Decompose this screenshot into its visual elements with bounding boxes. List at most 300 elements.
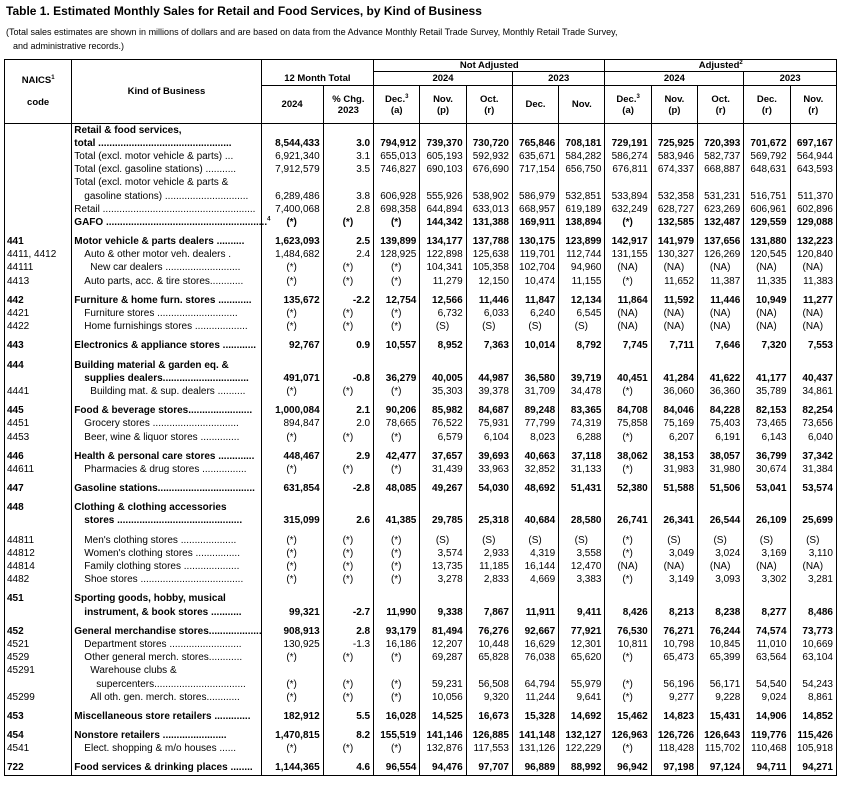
- kind-label: total ................................................: [74, 137, 232, 149]
- adj-dec-2024-cell: [605, 502, 651, 515]
- adj-oct-2024-cell: 6,191: [698, 431, 744, 444]
- na-dec-2023-cell: 765,846: [512, 137, 558, 150]
- na-dec-2023-cell: 4,669: [512, 574, 558, 587]
- na-nov-2024-cell: 555,926: [420, 190, 466, 203]
- na-oct-2024-cell: 12,150: [466, 275, 512, 288]
- adj-oct-2024-cell: 8,238: [698, 606, 744, 619]
- adj-oct-2024-cell: (NA): [698, 307, 744, 320]
- na-nov-2023-cell: [559, 177, 605, 190]
- pct-chg-2023-cell: (*): [323, 743, 373, 756]
- naics-code: 4482: [5, 574, 72, 587]
- adj-nov-2023-cell: (NA): [790, 560, 836, 573]
- adj-nov-2024-cell: [651, 593, 697, 606]
- total-2024-cell: [261, 359, 323, 372]
- table-row: [5, 321, 837, 334]
- na-dec-2024-cell: 42,477: [374, 450, 420, 463]
- adj-nov-2024-cell: 56,196: [651, 678, 697, 691]
- kind-label: supplies dealers...............................: [84, 372, 249, 384]
- adj-oct-2024-cell: 76,244: [698, 625, 744, 638]
- na-dec-2023-cell: 4,319: [512, 547, 558, 560]
- adj-dec-2023-cell: 3,169: [744, 547, 790, 560]
- na-nov-2024-cell: 6,579: [420, 431, 466, 444]
- adj-dec-2023-cell: [744, 359, 790, 372]
- adj-nov-2023-cell: [790, 177, 836, 190]
- table-row: [5, 502, 837, 515]
- naics-code: 4453: [5, 431, 72, 444]
- total-2024-cell: (*): [261, 691, 323, 704]
- adj-nov-2023-cell: 82,254: [790, 405, 836, 418]
- na-nov-2023-cell: 74,319: [559, 418, 605, 431]
- na-dec-2023-cell: 16,629: [512, 638, 558, 651]
- adj-dec-2024-cell: (NA): [605, 560, 651, 573]
- na-nov-2024-cell: 12,566: [420, 294, 466, 307]
- adj-dec-2023-cell: 73,465: [744, 418, 790, 431]
- pct-chg-2023-cell: [323, 665, 373, 678]
- total-2024-cell: (*): [261, 262, 323, 275]
- adj-dec-2024-cell: (NA): [605, 307, 651, 320]
- kind-of-business: [72, 150, 261, 163]
- adj-nov-2024-cell: 674,337: [651, 164, 697, 177]
- table-note-line-1: (Total sales estimates are shown in millions of dollars and are based on data from the Advance Monthly Retail Trade Survey, Monthly Retail Trade Survey,: [6, 27, 618, 37]
- adj-oct-2024-cell: [698, 124, 744, 138]
- total-2024-cell: (*): [261, 560, 323, 573]
- na-nov-2023-header: Nov.: [559, 86, 605, 124]
- naics-code: 447: [5, 483, 72, 496]
- pct-chg-2023-cell: 2.8: [323, 203, 373, 216]
- na-dec-2023-cell: 141,148: [512, 730, 558, 743]
- adj-dec-2024-cell: (*): [605, 678, 651, 691]
- kind-label: Department stores ..........................: [84, 638, 242, 650]
- adj-dec-2023-cell: (S): [744, 534, 790, 547]
- na-nov-2023-cell: 39,719: [559, 372, 605, 385]
- na-oct-header: Oct. (r): [466, 86, 512, 124]
- adj-dec-2024-cell: 75,858: [605, 418, 651, 431]
- total-2024-cell: (*): [261, 431, 323, 444]
- table-row: [5, 262, 837, 275]
- na-dec-2023-cell: 96,889: [512, 762, 558, 776]
- pct-chg-2023-cell: 5.5: [323, 710, 373, 723]
- na-dec-2024-cell: [374, 593, 420, 606]
- adj-dec-2023-cell: 701,672: [744, 137, 790, 150]
- na-nov-2024-cell: 8,952: [420, 340, 466, 353]
- table-row: [5, 340, 837, 353]
- na-nov-2023-cell: 34,478: [559, 385, 605, 398]
- na-nov-2024-cell: [420, 593, 466, 606]
- pct-chg-2023-cell: -1.3: [323, 638, 373, 651]
- na-nov-2023-cell: 6,545: [559, 307, 605, 320]
- na-nov-2023-cell: 123,899: [559, 236, 605, 249]
- adj-nov-2024-cell: 3,049: [651, 547, 697, 560]
- adj-dec-2024-cell: 126,963: [605, 730, 651, 743]
- na-dec-2023-cell: 16,144: [512, 560, 558, 573]
- na-nov-2023-cell: 51,431: [559, 483, 605, 496]
- na-nov-2024-cell: [420, 502, 466, 515]
- kind-of-business: [72, 249, 261, 262]
- adj-nov-2024-cell: 725,925: [651, 137, 697, 150]
- na-nov-2023-cell: 138,894: [559, 216, 605, 229]
- kind-of-business: [72, 405, 261, 418]
- adj-dec-2024-cell: 8,426: [605, 606, 651, 619]
- na-dec-2024-cell: 41,385: [374, 515, 420, 528]
- adj-oct-2024-cell: 75,403: [698, 418, 744, 431]
- pct-chg-2023-cell: 4.6: [323, 762, 373, 776]
- na-dec-2023-cell: 10,474: [512, 275, 558, 288]
- kind-of-business-header: Kind of Business: [72, 60, 261, 124]
- adj-nov-2024-cell: 9,277: [651, 691, 697, 704]
- adj-oct-2024-cell: [698, 665, 744, 678]
- pct-chg-2023-cell: (*): [323, 560, 373, 573]
- na-dec-2023-cell: [512, 593, 558, 606]
- adj-dec-2024-cell: 729,191: [605, 137, 651, 150]
- na-nov-2024-cell: 37,657: [420, 450, 466, 463]
- total-2024-cell: 130,925: [261, 638, 323, 651]
- adj-oct-2024-cell: 126,269: [698, 249, 744, 262]
- adj-dec-2023-cell: 30,674: [744, 463, 790, 476]
- na-dec-2024-cell: 36,279: [374, 372, 420, 385]
- kind-label: General merchandise stores...................: [74, 625, 262, 637]
- adj-dec-2023-cell: 41,177: [744, 372, 790, 385]
- adj-dec-2024-cell: [605, 177, 651, 190]
- table-row: [5, 385, 837, 398]
- na-oct-2024-cell: 131,388: [466, 216, 512, 229]
- na-dec-2024-cell: (*): [374, 275, 420, 288]
- adj-dec-2024-cell: 533,894: [605, 190, 651, 203]
- table-row: [5, 164, 837, 177]
- na-dec-2024-cell: 794,912: [374, 137, 420, 150]
- adj-nov-2024-cell: (NA): [651, 560, 697, 573]
- adj-oct-2024-cell: 15,431: [698, 710, 744, 723]
- na-nov-2024-cell: 134,177: [420, 236, 466, 249]
- adj-nov-2024-cell: 31,983: [651, 463, 697, 476]
- table-row: [5, 431, 837, 444]
- adj-nov-2023-cell: 54,243: [790, 678, 836, 691]
- na-nov-2024-cell: 81,494: [420, 625, 466, 638]
- total-2024-cell: (*): [261, 574, 323, 587]
- adj-oct-2024-cell: (S): [698, 534, 744, 547]
- na-dec-2023-cell: 31,709: [512, 385, 558, 398]
- total-2024-cell: [261, 124, 323, 138]
- na-nov-2024-cell: 6,732: [420, 307, 466, 320]
- adj-nov-2024-cell: 11,652: [651, 275, 697, 288]
- not-adjusted-2024-header: 2024: [374, 72, 513, 86]
- na-oct-2024-cell: 538,902: [466, 190, 512, 203]
- na-oct-2024-cell: [466, 359, 512, 372]
- na-dec-2024-cell: [374, 124, 420, 138]
- adj-nov-2024-cell: 7,711: [651, 340, 697, 353]
- na-nov-2023-cell: 656,750: [559, 164, 605, 177]
- adj-nov-2024-cell: (NA): [651, 262, 697, 275]
- naics-code: 4521: [5, 638, 72, 651]
- na-nov-2024-cell: [420, 359, 466, 372]
- na-nov-2023-cell: 619,189: [559, 203, 605, 216]
- kind-of-business: [72, 710, 261, 723]
- adj-nov-2023-cell: (NA): [790, 307, 836, 320]
- adj-oct-2024-cell: 132,487: [698, 216, 744, 229]
- na-dec-2024-cell: 96,554: [374, 762, 420, 776]
- total-2024-cell: 448,467: [261, 450, 323, 463]
- na-oct-2024-cell: 11,185: [466, 560, 512, 573]
- table-row: [5, 560, 837, 573]
- adj-nov-2024-cell: 628,727: [651, 203, 697, 216]
- na-oct-2024-cell: 10,448: [466, 638, 512, 651]
- adj-nov-2023-cell: 115,426: [790, 730, 836, 743]
- adj-dec-2023-cell: 11,335: [744, 275, 790, 288]
- table-row: [5, 606, 837, 619]
- total-2024-cell: 182,912: [261, 710, 323, 723]
- naics-code: 44111: [5, 262, 72, 275]
- adj-nov-2023-cell: 564,944: [790, 150, 836, 163]
- adj-dec-2023-cell: 36,799: [744, 450, 790, 463]
- total-2024-cell: (*): [261, 216, 323, 229]
- adj-dec-2023-cell: 6,143: [744, 431, 790, 444]
- na-dec-2023-cell: 119,701: [512, 249, 558, 262]
- table-row: [5, 515, 837, 528]
- naics-code: 453: [5, 710, 72, 723]
- adj-dec-2023-cell: 8,277: [744, 606, 790, 619]
- table-row: [5, 450, 837, 463]
- adj-oct-2024-cell: 720,393: [698, 137, 744, 150]
- kind-label: gasoline stations) ..............................: [84, 190, 249, 202]
- na-nov-2024-cell: 3,278: [420, 574, 466, 587]
- naics-code: 442: [5, 294, 72, 307]
- pct-chg-2023-cell: 2.6: [323, 515, 373, 528]
- kind-of-business: [72, 385, 261, 398]
- total-2024-cell: [261, 502, 323, 515]
- naics-code: 4413: [5, 275, 72, 288]
- kind-label: Miscellaneous store retailers .............: [74, 710, 251, 722]
- total-2024-cell: (*): [261, 547, 323, 560]
- table-row: [5, 730, 837, 743]
- pct-chg-2023-cell: [323, 593, 373, 606]
- adj-dec-2023-header: Dec. (r): [744, 86, 790, 124]
- pct-chg-2023-cell: 2.5: [323, 236, 373, 249]
- adj-nov-2023-cell: 697,167: [790, 137, 836, 150]
- na-dec-2023-cell: 130,175: [512, 236, 558, 249]
- naics-code: 443: [5, 340, 72, 353]
- kind-label: Food & beverage stores.......................: [74, 405, 253, 417]
- pct-chg-2023-cell: -2.8: [323, 483, 373, 496]
- total-2024-cell: (*): [261, 307, 323, 320]
- pct-change-header: % Chg. 2023: [323, 86, 373, 124]
- naics-code: 452: [5, 625, 72, 638]
- pct-chg-2023-cell: (*): [323, 691, 373, 704]
- adj-dec-2024-cell: (*): [605, 385, 651, 398]
- adjusted-2023-header: 2023: [744, 72, 837, 86]
- pct-chg-2023-cell: 0.9: [323, 340, 373, 353]
- na-dec-2023-cell: (S): [512, 534, 558, 547]
- na-dec-2023-cell: 131,126: [512, 743, 558, 756]
- kind-label: Other general merch. stores............: [84, 652, 243, 664]
- na-nov-2023-cell: 12,470: [559, 560, 605, 573]
- na-oct-2024-cell: 44,987: [466, 372, 512, 385]
- kind-label: Retail .......................................................: [74, 203, 256, 215]
- adj-oct-2024-cell: 41,622: [698, 372, 744, 385]
- adj-nov-2023-cell: 73,773: [790, 625, 836, 638]
- table-row: [5, 574, 837, 587]
- na-nov-2024-cell: 3,574: [420, 547, 466, 560]
- na-nov-2024-cell: 76,522: [420, 418, 466, 431]
- adj-nov-2023-cell: 6,040: [790, 431, 836, 444]
- na-dec-2024-cell: (*): [374, 743, 420, 756]
- table-row: [5, 294, 837, 307]
- naics-code: [5, 678, 72, 691]
- pct-chg-2023-cell: [323, 502, 373, 515]
- kind-of-business: [72, 730, 261, 743]
- kind-label: Home furnishings stores ...................: [84, 321, 248, 333]
- adj-nov-2024-cell: 51,588: [651, 483, 697, 496]
- adj-nov-2023-cell: 602,896: [790, 203, 836, 216]
- total-2024-cell: 6,921,340: [261, 150, 323, 163]
- naics-code: [5, 216, 72, 229]
- adj-oct-2024-cell: 9,228: [698, 691, 744, 704]
- na-nov-2024-cell: (S): [420, 321, 466, 334]
- naics-code: 4541: [5, 743, 72, 756]
- total-2024-cell: [261, 593, 323, 606]
- adj-dec-2024-cell: 142,917: [605, 236, 651, 249]
- adj-nov-2023-cell: 643,593: [790, 164, 836, 177]
- kind-of-business: [72, 502, 261, 515]
- adj-dec-2023-cell: 569,792: [744, 150, 790, 163]
- adj-dec-2024-cell: (*): [605, 547, 651, 560]
- kind-of-business: [72, 652, 261, 665]
- adj-nov-2023-cell: 63,104: [790, 652, 836, 665]
- kind-label: Gasoline stations...................................: [74, 483, 255, 495]
- na-nov-2024-cell: 644,894: [420, 203, 466, 216]
- na-dec-2023-cell: 6,240: [512, 307, 558, 320]
- naics-code: 4451: [5, 418, 72, 431]
- adjusted-header: Adjusted$^2$: [605, 60, 837, 72]
- na-nov-2023-cell: [559, 502, 605, 515]
- adj-nov-2024-cell: [651, 124, 697, 138]
- na-nov-2024-cell: 144,342: [420, 216, 466, 229]
- na-nov-2024-cell: 141,146: [420, 730, 466, 743]
- total-2024-cell: 491,071: [261, 372, 323, 385]
- kind-of-business: [72, 236, 261, 249]
- na-nov-2023-cell: [559, 359, 605, 372]
- na-dec-2023-cell: 102,704: [512, 262, 558, 275]
- adj-dec-2023-cell: 82,153: [744, 405, 790, 418]
- kind-of-business: [72, 483, 261, 496]
- pct-chg-2023-cell: -2.7: [323, 606, 373, 619]
- na-dec-2023-cell: 92,667: [512, 625, 558, 638]
- na-dec-2023-cell: 77,799: [512, 418, 558, 431]
- adj-dec-2024-cell: 76,530: [605, 625, 651, 638]
- table-title: Table 1. Estimated Monthly Sales for Retail and Food Services, by Kind of Business: [6, 4, 482, 18]
- adj-nov-2023-cell: 94,271: [790, 762, 836, 776]
- adj-nov-2024-cell: 84,046: [651, 405, 697, 418]
- na-dec-2023-cell: [512, 665, 558, 678]
- pct-chg-2023-cell: 2.8: [323, 625, 373, 638]
- kind-label: Total (excl. gasoline stations) ...........: [74, 164, 237, 176]
- naics-code: 45299: [5, 691, 72, 704]
- kind-of-business: [72, 431, 261, 444]
- na-dec-2023-cell: 76,038: [512, 652, 558, 665]
- naics-code: 454: [5, 730, 72, 743]
- kind-label: Building material & garden eq. &: [74, 359, 229, 371]
- pct-chg-2023-cell: -2.2: [323, 294, 373, 307]
- table-row: [5, 275, 837, 288]
- na-oct-2024-cell: 6,033: [466, 307, 512, 320]
- naics-code: 4441: [5, 385, 72, 398]
- kind-label: Furniture & home furn. stores ............: [74, 294, 252, 306]
- adj-dec-2023-cell: 11,010: [744, 638, 790, 651]
- na-nov-2023-cell: (S): [559, 321, 605, 334]
- table-row: [5, 652, 837, 665]
- na-oct-2024-cell: 25,318: [466, 515, 512, 528]
- na-oct-2024-cell: [466, 502, 512, 515]
- adj-nov-2024-cell: 8,213: [651, 606, 697, 619]
- adj-oct-2024-cell: 115,702: [698, 743, 744, 756]
- kind-label: Nonstore retailers .......................: [74, 730, 227, 742]
- na-dec-2024-cell: 698,358: [374, 203, 420, 216]
- na-dec-2024-cell: (*): [374, 678, 420, 691]
- na-dec-2023-cell: 10,014: [512, 340, 558, 353]
- na-oct-2024-cell: 39,378: [466, 385, 512, 398]
- pct-chg-2023-cell: (*): [323, 431, 373, 444]
- na-oct-2024-cell: [466, 177, 512, 190]
- naics-code: 4411, 4412: [5, 249, 72, 262]
- adj-nov-2023-cell: [790, 502, 836, 515]
- pct-chg-2023-cell: (*): [323, 385, 373, 398]
- adj-dec-2023-cell: [744, 593, 790, 606]
- kind-label: Pharmacies & drug stores ................: [84, 463, 247, 475]
- adj-dec-2023-cell: 63,564: [744, 652, 790, 665]
- adj-nov-2023-cell: 25,699: [790, 515, 836, 528]
- naics-code: [5, 164, 72, 177]
- adj-nov-2024-cell: [651, 177, 697, 190]
- pct-chg-2023-cell: 2.1: [323, 405, 373, 418]
- na-nov-2024-cell: 11,279: [420, 275, 466, 288]
- na-oct-2024-cell: 33,963: [466, 463, 512, 476]
- naics-code: 448: [5, 502, 72, 515]
- pct-chg-2023-cell: 3.5: [323, 164, 373, 177]
- adj-nov-2024-cell: (NA): [651, 321, 697, 334]
- table-row: [5, 463, 837, 476]
- adj-dec-2024-cell: 38,062: [605, 450, 651, 463]
- adj-nov-2024-cell: 75,169: [651, 418, 697, 431]
- adj-dec-2024-cell: 632,249: [605, 203, 651, 216]
- na-dec-2023-cell: 15,328: [512, 710, 558, 723]
- kind-of-business: [72, 665, 261, 678]
- total-2024-cell: 135,672: [261, 294, 323, 307]
- na-dec-2024-cell: (*): [374, 534, 420, 547]
- adj-dec-2024-cell: 10,811: [605, 638, 651, 651]
- adj-nov-2024-cell: 26,341: [651, 515, 697, 528]
- na-nov-2023-cell: 55,979: [559, 678, 605, 691]
- na-nov-2024-cell: 31,439: [420, 463, 466, 476]
- na-nov-2023-cell: 28,580: [559, 515, 605, 528]
- na-dec-2024-cell: [374, 359, 420, 372]
- adj-nov-2023-cell: 73,656: [790, 418, 836, 431]
- adj-dec-2024-cell: 84,708: [605, 405, 651, 418]
- na-nov-2024-cell: 59,231: [420, 678, 466, 691]
- kind-label: instrument, & book stores ...........: [84, 606, 242, 618]
- na-nov-2024-cell: 29,785: [420, 515, 466, 528]
- table-row: [5, 307, 837, 320]
- total-2024-cell: 1,144,365: [261, 762, 323, 776]
- total-2024-cell: 908,913: [261, 625, 323, 638]
- naics-code: 45291: [5, 665, 72, 678]
- kind-of-business: [72, 190, 261, 203]
- pct-chg-2023-cell: (*): [323, 216, 373, 229]
- na-nov-2023-cell: 12,134: [559, 294, 605, 307]
- pct-chg-2023-cell: 3.0: [323, 137, 373, 150]
- na-dec-2023-cell: (S): [512, 321, 558, 334]
- kind-label: Furniture stores .............................: [84, 308, 238, 320]
- pct-chg-2023-cell: (*): [323, 574, 373, 587]
- naics-code: 4529: [5, 652, 72, 665]
- adj-nov-2023-cell: (NA): [790, 321, 836, 334]
